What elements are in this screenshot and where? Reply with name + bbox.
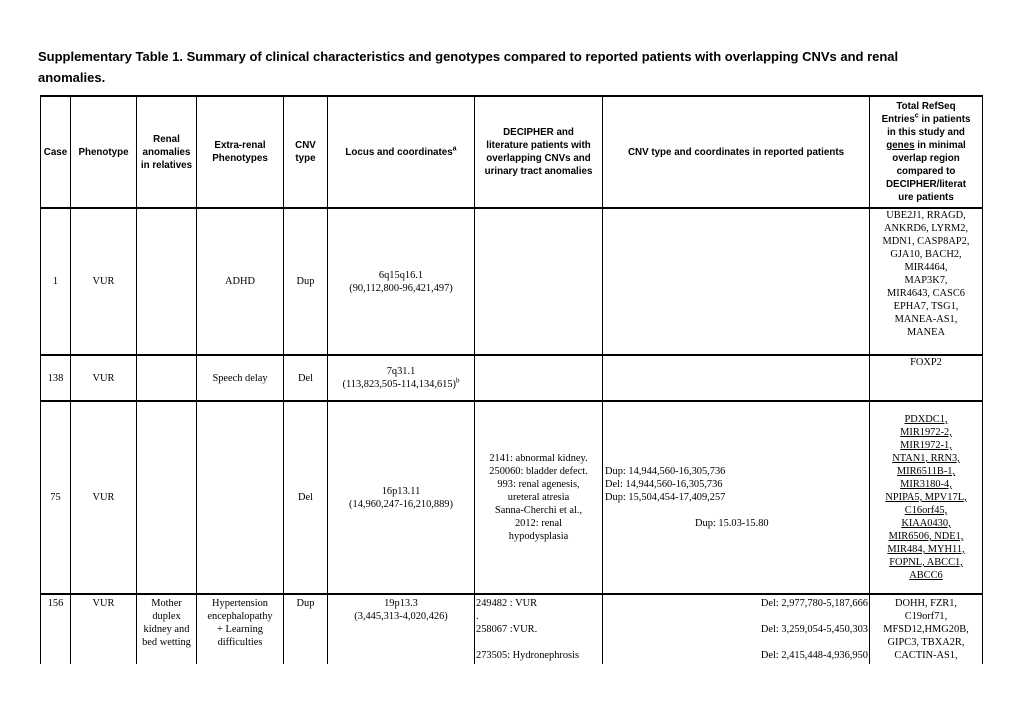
header-line: anomalies (142, 146, 191, 158)
cell-cnv-reported-line: Del: 3,259,054-5,450,303 (760, 624, 868, 635)
locus-text: 6q15q16.1 (378, 269, 424, 281)
cell-genes-line: NTAN1, RRN3, (892, 453, 960, 464)
cell-genes-line: PDXDC1, (904, 414, 948, 425)
cell-phenotype: VUR (71, 208, 137, 355)
cell-decipher-line (476, 636, 601, 649)
cell-genes-line: CACTIN-AS1, (894, 650, 958, 661)
cell-cnv-type: Del (284, 401, 328, 594)
cell-genes-line: MIR4464, (904, 262, 948, 273)
cell-genes-line: MAP3K7, (904, 275, 948, 286)
cell-decipher-line: 273505: Hydronephrosis (476, 650, 580, 661)
cell-extra-renal-line: Hypertension (212, 598, 268, 609)
header-line: Renal (153, 133, 180, 145)
cell-decipher-line: 250060: bladder defect. (489, 466, 588, 477)
cell-decipher (475, 401, 603, 594)
cell-renal-relatives (137, 355, 197, 401)
cell-cnv-reported-line: Dup: 15.03-15.80 (695, 518, 769, 529)
locus-text: (14,960,247-16,210,889) (349, 498, 453, 510)
cell-genes (870, 594, 983, 664)
cell-locus-line (329, 269, 473, 282)
cell-phenotype: VUR (71, 401, 137, 594)
cell-decipher-line: hypodysplasia (508, 531, 569, 542)
cell-genes-line: MFSD12,HMG20B, (883, 624, 969, 635)
clinical-table (40, 95, 983, 664)
header-cnv-type (284, 96, 328, 208)
header-line: CNV (295, 140, 316, 151)
cell-genes-line: MIR1972-1, (900, 440, 952, 451)
cell-genes-line: MIR6506, NDE1, (888, 531, 964, 542)
locus-text: 7q31.1 (386, 366, 416, 377)
cell-extra-renal (197, 594, 284, 664)
cell-locus (328, 355, 475, 401)
header-cnv-reported: CNV type and coordinates in reported patients (603, 96, 870, 208)
header-line: Phenotypes (212, 153, 268, 164)
cell-cnv-reported (603, 355, 870, 401)
cell-renal-relatives-line: duplex (152, 611, 181, 622)
cell-locus-line (329, 365, 473, 378)
cell-genes-line: DOHH, FZR1, (894, 598, 958, 609)
cell-genes-line: ANKRD6, LYRM2, (883, 223, 969, 234)
cell-genes-line: UBE2J1, RRAGD, (886, 210, 966, 221)
locus-text: (90,112,800-96,421,497) (349, 282, 453, 294)
cell-cnv-reported-line (604, 636, 868, 649)
cell-genes-line: MANEA (906, 327, 946, 338)
cell-renal-relatives (137, 594, 197, 664)
cell-locus (328, 208, 475, 355)
cell-case: 75 (41, 401, 71, 594)
cell-genes-line: GIPC3, TBXA2R, (887, 637, 965, 648)
cell-decipher-line: 2012: renal (514, 518, 563, 529)
cell-decipher-line: 2141: abnormal kidney. (489, 453, 588, 464)
cell-decipher-line: Sanna-Cherchi et al., (494, 505, 583, 516)
cell-locus-line (329, 610, 473, 623)
header-line: DECIPHER and (503, 127, 574, 138)
header-row (41, 96, 983, 208)
cell-renal-relatives (137, 401, 197, 594)
cell-genes-line: GJA10, BACH2, (890, 249, 962, 260)
cell-genes-line: ABCC6 (909, 570, 943, 581)
cell-genes-line: MIR484, MYH11, (887, 544, 965, 555)
cell-decipher (475, 594, 603, 664)
cell-cnv-reported (603, 594, 870, 664)
cell-cnv-reported-line: Dup: 15,504,454-17,409,257 (605, 492, 726, 503)
cell-extra-renal-line: + Learning (217, 624, 263, 635)
cell-genes-line: FOPNL, ABCC1, (889, 557, 963, 568)
cell-genes-line: FOXP2 (910, 357, 942, 368)
cell-extra-renal (197, 355, 284, 401)
table-title: Supplementary Table 1. Summary of clinical characteristics and genotypes compared to reported patients with overlapping CNVs and renal anomalies. (38, 49, 899, 85)
header-refseq: Total RefSeq Entries$^c$ in patients in this study and genes in minimal overlap region compared to DECIPHER/literat ure patients (870, 96, 983, 208)
cell-genes-line: MIR3180-4, (900, 479, 952, 490)
cell-locus (328, 401, 475, 594)
cell-locus-line (329, 498, 473, 511)
cell-cnv-reported-line: Dup: 14,944,560-16,305,736 (605, 466, 726, 477)
cell-cnv-reported-line (605, 504, 868, 517)
cell-genes-line: C16orf45, (904, 505, 948, 516)
table-row (41, 208, 983, 355)
cell-phenotype: VUR (71, 355, 137, 401)
cell-extra-renal-line: Speech delay (212, 372, 268, 384)
cell-decipher-line: ureteral atresia (507, 492, 570, 503)
cell-extra-renal-line: encephalopathy (207, 611, 273, 622)
cell-case: 1 (41, 208, 71, 355)
cell-renal-relatives (137, 208, 197, 355)
cell-decipher (475, 208, 603, 355)
cell-cnv-type: Dup (284, 208, 328, 355)
header-case: Case (41, 96, 71, 208)
cell-genes-line: MIR1972-2, (900, 427, 952, 438)
locus-text: 16p13.11 (381, 485, 421, 497)
cell-extra-renal (197, 208, 284, 355)
locus-text: (3,445,313-4,020,426) (354, 611, 448, 622)
cell-decipher-line: 249482 : VUR (476, 598, 538, 609)
cell-genes-line: MANEA-AS1, (894, 314, 958, 325)
cell-locus-line (329, 282, 473, 295)
cell-cnv-reported (603, 208, 870, 355)
cell-renal-relatives-line: bed wetting (142, 637, 191, 648)
header-phenotype: Phenotype (71, 96, 137, 208)
header-line: Extra-renal (214, 140, 266, 151)
header-decipher (475, 96, 603, 208)
cell-decipher (475, 355, 603, 401)
cell-decipher-line: 993: renal agenesis, (497, 479, 580, 490)
header-line: literature patients with (486, 140, 591, 151)
table-row (41, 401, 983, 594)
cell-cnv-reported-line: Del: 14,944,560-16,305,736 (605, 479, 723, 490)
cell-extra-renal-line: difficulties (217, 637, 263, 648)
cell-cnv-type: Del (284, 355, 328, 401)
cell-cnv-reported (603, 401, 870, 594)
cell-genes (870, 208, 983, 355)
header-line: urinary tract anomalies (484, 166, 593, 177)
cell-phenotype: VUR (71, 594, 137, 664)
cell-extra-renal-line: ADHD (224, 276, 255, 287)
cell-genes-line: NPIPA5, MPV17L, (885, 492, 967, 503)
header-renal-relatives (137, 96, 197, 208)
cell-decipher-line: 258067 :VUR. (476, 624, 538, 635)
cell-cnv-reported-line: Del: 2,977,780-5,187,666 (760, 598, 868, 609)
header-line: in relatives (140, 159, 193, 171)
cell-case: 156 (41, 594, 71, 664)
cell-locus-line (329, 485, 473, 498)
table-row (41, 594, 983, 664)
table-row (41, 355, 983, 401)
cell-cnv-reported-line: Del: 2,415,448-4,936,950 (760, 650, 868, 661)
cell-cnv-type: Dup (284, 594, 328, 664)
cell-renal-relatives-line: Mother (151, 598, 182, 609)
locus-footnote: b (456, 376, 460, 385)
cell-genes-line: C19orf71, (904, 611, 948, 622)
header-line: overlapping CNVs and (486, 153, 591, 164)
cell-genes-line: KIAA0430, (901, 518, 951, 529)
cell-decipher-line: . (476, 611, 479, 622)
cell-locus-line (329, 378, 473, 391)
header-line: type (295, 153, 316, 164)
cell-genes (870, 355, 983, 401)
cell-renal-relatives-line: kidney and (143, 624, 190, 635)
cell-genes-line: EPHA7, TSG1, (893, 301, 959, 312)
header-locus: Locus and coordinates$^a$ (328, 96, 475, 208)
header-extra-renal (197, 96, 284, 208)
cell-extra-renal (197, 401, 284, 594)
cell-genes (870, 401, 983, 594)
locus-text: (113,823,505-114,134,615) (342, 379, 456, 390)
cell-genes-line: MDN1, CASP8AP2, (882, 236, 970, 247)
cell-cnv-reported-line (604, 610, 868, 623)
cell-locus-line (329, 597, 473, 610)
cell-case: 138 (41, 355, 71, 401)
cell-genes-line: MIR4643, CASC6 (887, 288, 965, 299)
cell-genes-line: MIR6511B-1, (896, 466, 956, 477)
cell-locus (328, 594, 475, 664)
locus-text: 19p13.3 (384, 598, 418, 609)
